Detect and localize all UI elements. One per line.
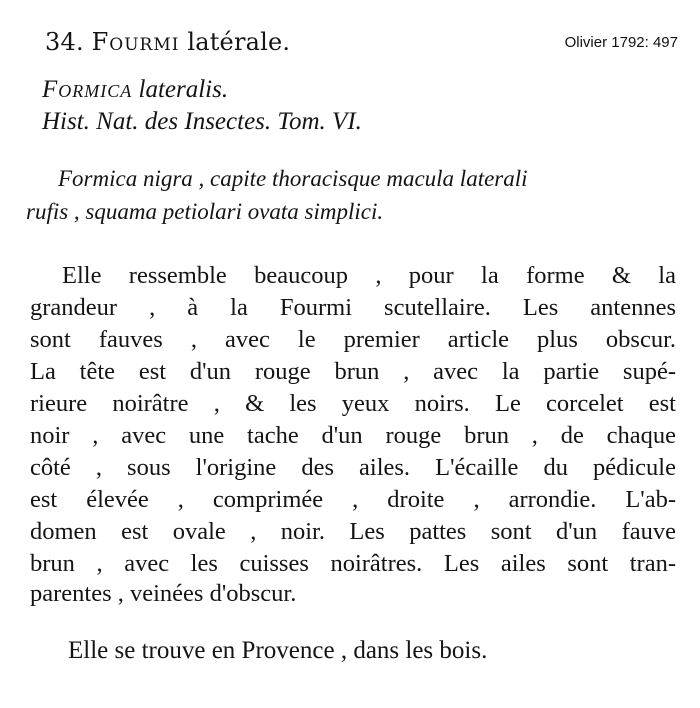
body-line: La tête est d'un rouge brun , avec la partie supé- <box>30 358 676 385</box>
citation-label: Olivier 1792: 497 <box>564 34 678 51</box>
body-line: est élevée , comprimée , droite , arrondie. L'ab- <box>30 486 676 513</box>
species-heading <box>45 28 290 56</box>
habitat-line: Elle se trouve en Provence , dans les bois. <box>68 637 488 664</box>
diagnosis-line-2: rufis , squama petiolari ovata simplici. <box>26 199 384 224</box>
body-line: Elle ressemble beaucoup , pour la forme & la <box>62 262 676 289</box>
body-line: côté , sous l'origine des ailes. L'écaille du pédicule <box>30 454 676 481</box>
species-epithet-french: latérale. <box>187 28 291 56</box>
body-line: parentes , veinées d'obscur. <box>30 580 297 607</box>
body-line: brun , avec les cuisses noirâtres. Les ailes sont tran- <box>30 550 676 577</box>
latin-genus: Formica <box>42 76 133 103</box>
body-line: rieure noirâtre , & les yeux noirs. Le corcelet est <box>30 390 676 417</box>
body-line: sont fauves , avec le premier article plus obscur. <box>30 326 676 353</box>
species-number: 34. <box>45 28 84 56</box>
latin-species: lateralis. <box>138 76 229 103</box>
body-line: domen est ovale , noir. Les pattes sont d'un fauve <box>30 518 676 545</box>
body-line: noir , avec une tache d'un rouge brun , de chaque <box>30 422 676 449</box>
body-line: grandeur , à la Fourmi scutellaire. Les antennes <box>30 294 676 321</box>
reference-line: Hist. Nat. des Insectes. Tom. VI. <box>42 108 362 135</box>
latin-name <box>42 76 228 104</box>
species-genus-french: Fourmi <box>91 28 180 56</box>
diagnosis-line-1: Formica nigra , capite thoracisque macula laterali <box>58 166 528 191</box>
